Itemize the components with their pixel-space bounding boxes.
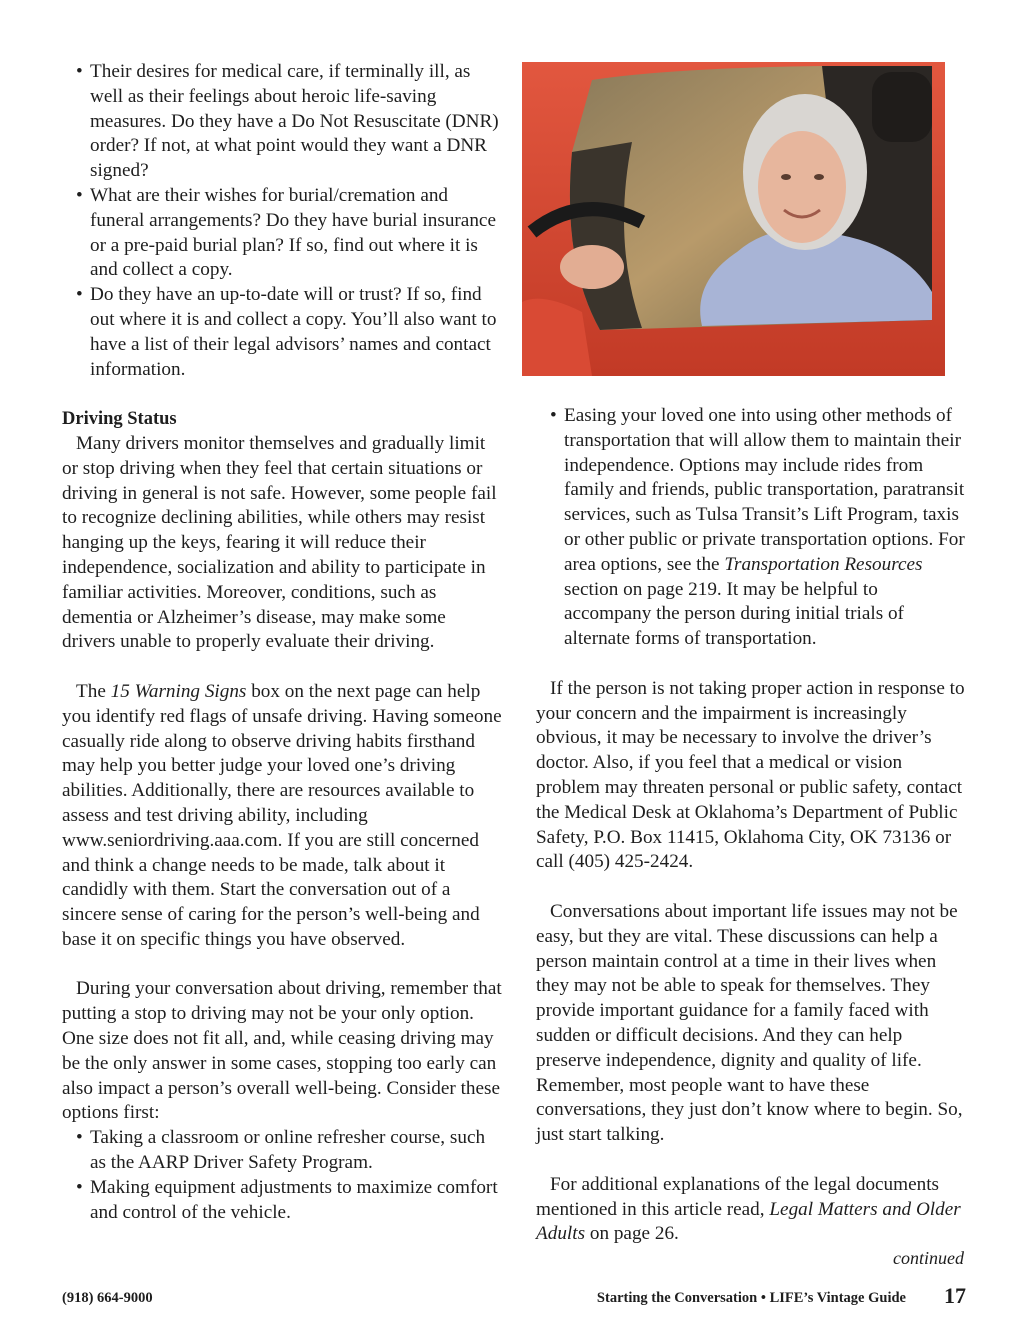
list-item: • Their desires for medical care, if terminally ill, as well as their feelings about heroic life-saving measures. Do they have a Do Not Resuscitate (DNR) order? If not, at what point would they want a DNR signed? — [76, 61, 499, 182]
legal-matters-reference: Legal Matters and Older Adults — [536, 1198, 961, 1245]
list-item: • Do they have an up-to-date will or trust? If so, find out where it is and collect a copy. You’ll also want to have a list of their legal advisors’ names and contact information. — [76, 284, 497, 380]
paragraph: For additional explanations of the legal documents mentioned in this article read, Legal Matters and Older Adults on page 26. — [536, 1173, 961, 1245]
transportation-resources-reference: Transportation Resources — [724, 553, 923, 575]
paragraph: During your conversation about driving, remember that putting a stop to driving may not be your only option. One size does not fit all, and, while ceasing driving may be the only answer in some cases, stopping too early can also impact a person’s overall well-being. Consider these options first: — [62, 978, 502, 1124]
list-item: • What are their wishes for burial/cremation and funeral arrangements? Do they have burial insurance or a pre-paid burial plan? If so, find out where it is and collect a copy. — [76, 184, 496, 281]
list-item: • Making equipment adjustments to maximize comfort and control of the vehicle. — [76, 1176, 498, 1223]
footer-title: Starting the Conversation • LIFE’s Vintage Guide — [596, 1290, 906, 1306]
paragraph: Conversations about important life issues may not be easy, but they are vital. These discussions can help a person maintain control at a time in their lives when they may not be able to speak for themselves. They provide important guidance for a family faced with sudden or difficult decisions. And they can help preserve independence, dignity and quality of life. Remember, most people want to have these conversations, they just don’t know where to begin. So, just start talking. — [536, 900, 963, 1146]
paragraph: Many drivers monitor themselves and gradually limit or stop driving when they feel that certain situations or driving in general is not safe. However, some people fail to recognize declining abilities, while others may resist hanging up the keys, fearing it will reduce their independence, socialization and ability to participate in familiar activities. Moreover, conditions, such as dementia or Alzheimer’s disease, may make some drivers unable to properly evaluate their driving. — [62, 432, 497, 653]
bullet: • — [76, 1176, 83, 1198]
bullet: • — [76, 284, 83, 306]
list-item: • Taking a classroom or online refresher course, such as the AARP Driver Safety Program. — [76, 1127, 486, 1174]
paragraph: The 15 Warning Signs box on the next page can help you identify red flags of unsafe driving. Having someone casually ride along to observe driving habits firsthand may help you better judge your loved one’s driving abilities. Additionally, there are resources available to assess and test driving ability, including www.seniordriving.aaa.com. If you are still concerned and think a change needs to be made, talk about it candidly with them. Start the conversation out of a sincere sense of caring for the person’s well-being and base it on specific things you have observed. — [62, 680, 502, 950]
left-column — [62, 60, 502, 1225]
section-heading: Driving Status — [62, 409, 177, 430]
warning-signs-reference: 15 Warning Signs — [110, 680, 247, 702]
care-wishes-list — [62, 60, 502, 382]
page-number: 17 — [944, 1283, 966, 1308]
transport-options-list — [536, 404, 966, 652]
options-list — [62, 1126, 502, 1225]
bullet: • — [76, 1127, 83, 1149]
continued-label: continued — [893, 1248, 964, 1268]
right-column — [536, 404, 966, 1247]
bullet: • — [76, 184, 83, 206]
footer-phone: (918) 664-9000 — [62, 1290, 153, 1306]
list-item: • Easing your loved one into using other methods of transportation that will allow them to maintain their independence. Options may include rides from family and friends, public transportation, paratransit services, such as Tulsa Transit’s Lift Program, taxis or other public or private transportation options. For area options, see the Transportation Resources section on page 219. It may be helpful to accompany the person during initial trials of alternate forms of transportation. — [550, 405, 965, 650]
senior-driver-photo — [522, 62, 945, 376]
bullet: • — [550, 405, 557, 426]
paragraph: If the person is not taking proper action in response to your concern and the impairment is increasingly obvious, it may be necessary to involve the driver’s doctor. Also, if you feel that a medical or vision problem may threaten personal or public safety, contact the Medical Desk at Oklahoma’s Department of Public Safety, P.O. Box 11415, Oklahoma City, OK 73136 or call (405) 425-2424. — [536, 677, 965, 873]
footer-separator: • — [760, 1290, 766, 1306]
bullet: • — [76, 61, 83, 82]
